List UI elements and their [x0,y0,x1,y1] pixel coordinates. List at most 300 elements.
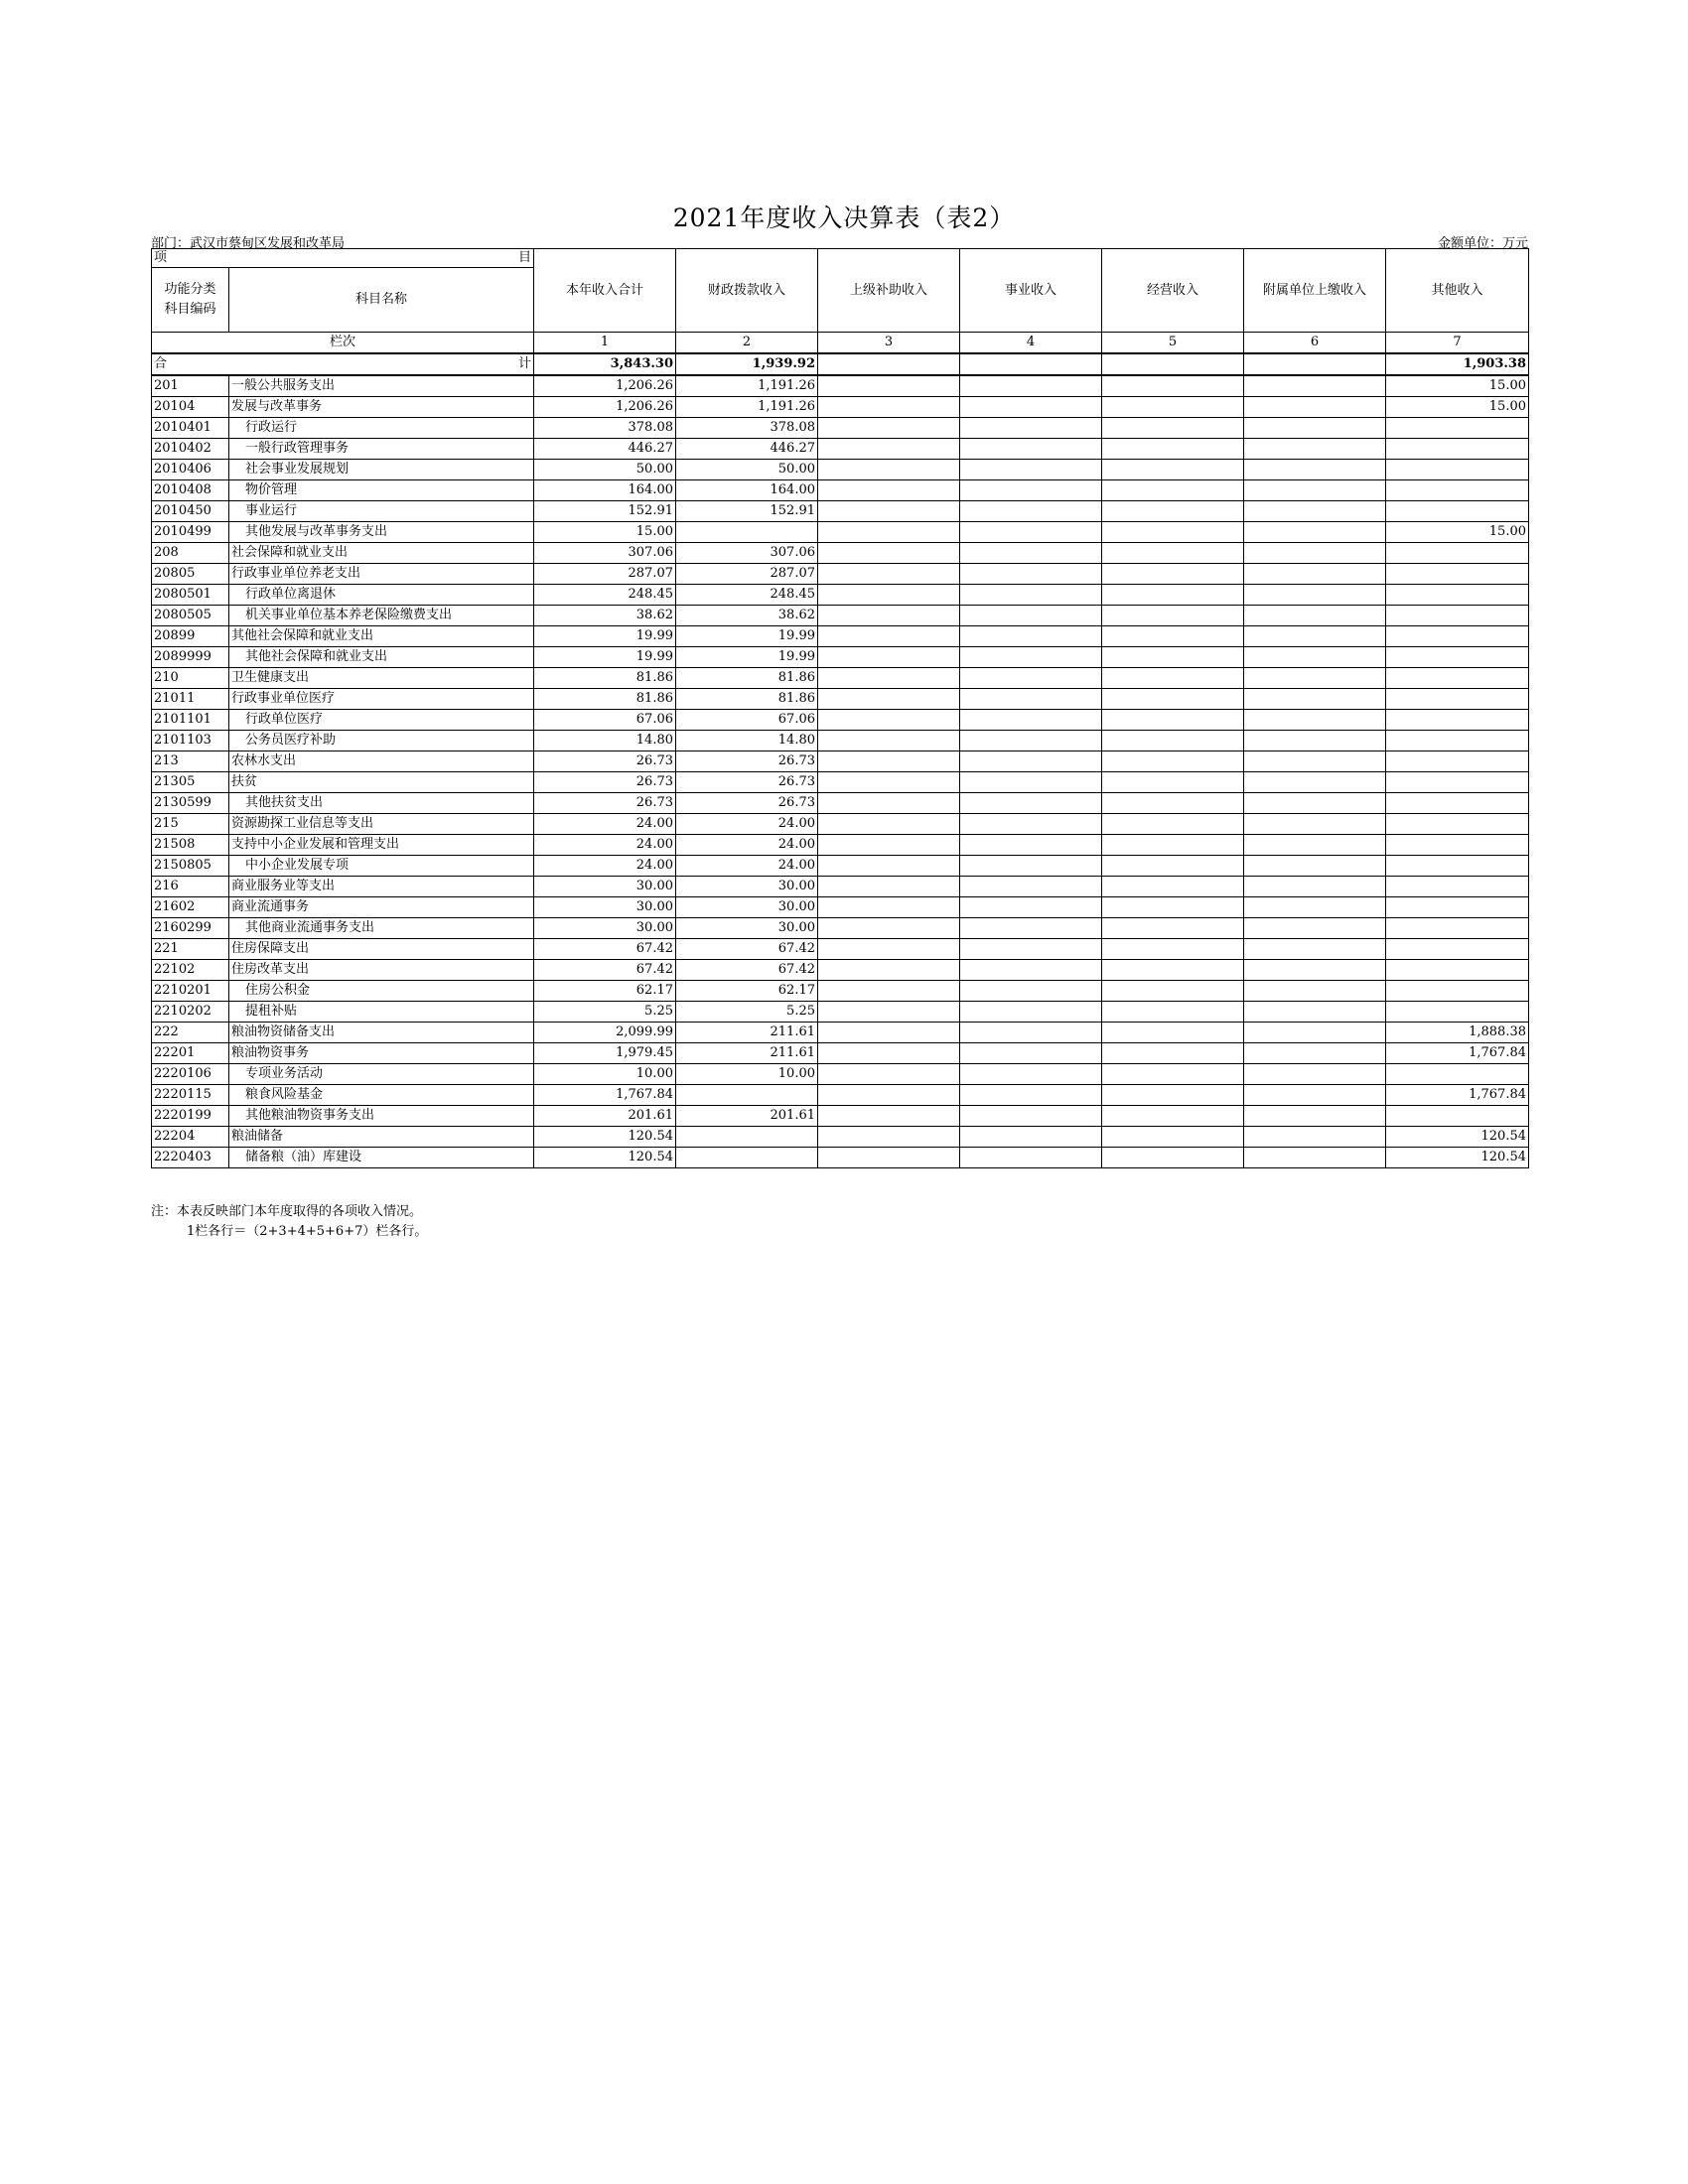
row-code: 2010499 [152,522,229,543]
row-value-col-7 [1386,960,1529,981]
row-name: 粮油物资事务 [229,1043,534,1064]
row-value-col-3 [818,626,960,647]
row-value-col-6 [1244,960,1386,981]
row-value-col-7 [1386,856,1529,877]
row-code: 201 [152,375,229,397]
col-header-2: 财政拨款收入 [676,249,818,333]
row-value-col-5 [1102,1002,1244,1023]
row-value-col-7: 1,767.84 [1386,1085,1529,1106]
row-value-col-4 [960,1002,1102,1023]
row-value-col-5 [1102,522,1244,543]
row-value-col-7 [1386,689,1529,710]
row-code: 21305 [152,772,229,793]
row-value-col-3 [818,501,960,522]
total-row [152,353,1529,375]
row-value-col-4 [960,793,1102,814]
row-value-col-2: 307.06 [676,543,818,564]
mu-label: 目 [517,250,531,265]
row-code: 2101101 [152,710,229,731]
row-value-col-5 [1102,835,1244,856]
row-value-col-3 [818,981,960,1002]
row-value-col-5 [1102,731,1244,751]
row-value-col-7 [1386,668,1529,689]
unit-label: 金额单位：万元 [1437,236,1528,251]
row-value-col-2 [676,1085,818,1106]
table-row [152,1002,1529,1023]
total-label-left: 合 [154,356,168,371]
header-row-xiangmu [152,249,1529,268]
row-value-col-2: 30.00 [676,877,818,897]
row-code: 210 [152,668,229,689]
col-header-7: 其他收入 [1386,249,1529,333]
row-value-col-7 [1386,626,1529,647]
code-header [152,268,229,333]
row-value-col-1: 287.07 [534,564,676,585]
row-value-col-2: 67.06 [676,710,818,731]
table-row [152,668,1529,689]
row-value-col-1: 248.45 [534,585,676,606]
row-code: 2089999 [152,647,229,668]
row-code: 22102 [152,960,229,981]
row-value-col-3 [818,439,960,460]
row-value-col-4 [960,1023,1102,1043]
row-value-col-1: 50.00 [534,460,676,480]
row-value-col-1: 81.86 [534,668,676,689]
row-code: 20104 [152,397,229,418]
row-value-col-4 [960,606,1102,626]
row-value-col-4 [960,918,1102,939]
table-row [152,1148,1529,1168]
row-value-col-1: 26.73 [534,751,676,772]
row-value-col-5 [1102,375,1244,397]
row-code: 215 [152,814,229,835]
total-value-5 [1102,353,1244,375]
row-code: 2010450 [152,501,229,522]
row-value-col-6 [1244,626,1386,647]
row-value-col-2: 26.73 [676,793,818,814]
code-header-line1: 功能分类 [164,282,216,297]
row-value-col-2: 1,191.26 [676,397,818,418]
row-value-col-3 [818,1002,960,1023]
row-value-col-1: 30.00 [534,897,676,918]
row-value-col-3 [818,397,960,418]
row-value-col-7 [1386,981,1529,1002]
row-value-col-6 [1244,460,1386,480]
row-value-col-1: 164.00 [534,480,676,501]
row-value-col-1: 67.42 [534,939,676,960]
row-value-col-7 [1386,918,1529,939]
row-value-col-2: 19.99 [676,647,818,668]
row-value-col-4 [960,751,1102,772]
row-value-col-6 [1244,375,1386,397]
row-value-col-5 [1102,772,1244,793]
row-value-col-2: 50.00 [676,460,818,480]
row-code: 22204 [152,1127,229,1148]
row-value-col-4 [960,897,1102,918]
row-value-col-6 [1244,939,1386,960]
row-value-col-1: 1,206.26 [534,375,676,397]
row-value-col-3 [818,751,960,772]
row-value-col-6 [1244,731,1386,751]
row-value-col-4 [960,501,1102,522]
row-value-col-1: 201.61 [534,1106,676,1127]
row-value-col-7 [1386,1106,1529,1127]
row-value-col-2: 30.00 [676,897,818,918]
row-value-col-2: 67.42 [676,939,818,960]
row-code: 2010406 [152,460,229,480]
row-name: 其他扶贫支出 [229,793,534,814]
row-value-col-5 [1102,480,1244,501]
row-value-col-1: 1,206.26 [534,397,676,418]
row-value-col-2: 24.00 [676,835,818,856]
table-row [152,460,1529,480]
table-row [152,626,1529,647]
total-value-4 [960,353,1102,375]
row-code: 208 [152,543,229,564]
row-value-col-3 [818,960,960,981]
row-value-col-3 [818,585,960,606]
row-name: 中小企业发展专项 [229,856,534,877]
row-name: 行政事业单位医疗 [229,689,534,710]
row-name: 其他粮油物资事务支出 [229,1106,534,1127]
row-value-col-2: 201.61 [676,1106,818,1127]
total-value-1: 3,843.30 [534,353,676,375]
name-header: 科目名称 [229,268,534,333]
row-value-col-3 [818,918,960,939]
row-name: 其他商业流通事务支出 [229,918,534,939]
row-value-col-7: 1,767.84 [1386,1043,1529,1064]
row-name: 一般行政管理事务 [229,439,534,460]
row-value-col-4 [960,1127,1102,1148]
row-value-col-2: 24.00 [676,814,818,835]
table-row [152,897,1529,918]
table-row [152,522,1529,543]
row-value-col-3 [818,1085,960,1106]
row-value-col-5 [1102,1064,1244,1085]
row-value-col-2: 19.99 [676,626,818,647]
row-value-col-5 [1102,606,1244,626]
row-value-col-2: 26.73 [676,751,818,772]
row-name: 一般公共服务支出 [229,375,534,397]
row-value-col-1: 15.00 [534,522,676,543]
row-name: 物价管理 [229,480,534,501]
row-value-col-5 [1102,793,1244,814]
row-value-col-5 [1102,1023,1244,1043]
row-value-col-6 [1244,585,1386,606]
row-value-col-6 [1244,564,1386,585]
note-line-2: 1栏各行＝（2+3+4+5+6+7）栏各行。 [187,1224,428,1239]
row-value-col-1: 14.80 [534,731,676,751]
row-value-col-3 [818,793,960,814]
row-value-col-2: 26.73 [676,772,818,793]
row-code: 2130599 [152,793,229,814]
col-header-1: 本年收入合计 [534,249,676,333]
row-value-col-1: 67.06 [534,710,676,731]
row-name: 公务员医疗补助 [229,731,534,751]
row-value-col-4 [960,439,1102,460]
row-value-col-4 [960,877,1102,897]
row-value-col-4 [960,375,1102,397]
notes [151,1202,427,1242]
row-value-col-3 [818,939,960,960]
row-value-col-6 [1244,981,1386,1002]
col-number-2: 2 [676,333,818,354]
row-value-col-6 [1244,397,1386,418]
row-value-col-1: 5.25 [534,1002,676,1023]
row-value-col-4 [960,772,1102,793]
row-value-col-7 [1386,501,1529,522]
row-code: 2010401 [152,418,229,439]
row-name: 粮油物资储备支出 [229,1023,534,1043]
row-value-col-7 [1386,564,1529,585]
row-value-col-5 [1102,647,1244,668]
col-number-5: 5 [1102,333,1244,354]
row-value-col-2: 446.27 [676,439,818,460]
row-value-col-3 [818,710,960,731]
table-row [152,751,1529,772]
row-value-col-6 [1244,522,1386,543]
row-value-col-2: 164.00 [676,480,818,501]
row-value-col-5 [1102,439,1244,460]
table-row [152,1127,1529,1148]
row-value-col-3 [818,689,960,710]
row-value-col-1: 120.54 [534,1127,676,1148]
row-name: 社会保障和就业支出 [229,543,534,564]
row-value-col-5 [1102,939,1244,960]
table-row [152,585,1529,606]
row-value-col-4 [960,710,1102,731]
row-value-col-6 [1244,793,1386,814]
row-code: 2210202 [152,1002,229,1023]
row-value-col-3 [818,606,960,626]
row-value-col-4 [960,543,1102,564]
row-value-col-7 [1386,710,1529,731]
row-value-col-5 [1102,501,1244,522]
row-value-col-3 [818,1043,960,1064]
row-value-col-3 [818,647,960,668]
col-number-1: 1 [534,333,676,354]
row-code: 2010408 [152,480,229,501]
row-code: 22201 [152,1043,229,1064]
row-value-col-7: 1,888.38 [1386,1023,1529,1043]
row-value-col-3 [818,460,960,480]
row-value-col-7 [1386,1002,1529,1023]
row-value-col-7 [1386,793,1529,814]
row-value-col-1: 62.17 [534,981,676,1002]
row-value-col-7 [1386,439,1529,460]
row-value-col-3 [818,731,960,751]
row-value-col-4 [960,460,1102,480]
row-value-col-5 [1102,1148,1244,1168]
row-value-col-5 [1102,1106,1244,1127]
row-value-col-7 [1386,835,1529,856]
row-value-col-1: 38.62 [534,606,676,626]
row-value-col-1: 30.00 [534,877,676,897]
table-row [152,939,1529,960]
table-row [152,814,1529,835]
row-name: 粮食风险基金 [229,1085,534,1106]
row-value-col-3 [818,418,960,439]
row-name: 住房保障支出 [229,939,534,960]
row-code: 2080501 [152,585,229,606]
table-row [152,439,1529,460]
row-value-col-6 [1244,1023,1386,1043]
row-value-col-7: 120.54 [1386,1148,1529,1168]
table-row [152,647,1529,668]
department-label: 部门：武汉市蔡甸区发展和改革局 [151,236,346,251]
row-value-col-2: 38.62 [676,606,818,626]
row-value-col-7 [1386,606,1529,626]
row-value-col-4 [960,939,1102,960]
row-value-col-3 [818,480,960,501]
row-value-col-4 [960,522,1102,543]
col-number-7: 7 [1386,333,1529,354]
row-value-col-2: 67.42 [676,960,818,981]
row-value-col-5 [1102,856,1244,877]
row-value-col-3 [818,856,960,877]
table-row [152,1085,1529,1106]
table-row [152,1043,1529,1064]
row-value-col-2 [676,1148,818,1168]
table-row [152,501,1529,522]
row-value-col-6 [1244,751,1386,772]
row-value-col-4 [960,1148,1102,1168]
table-row [152,710,1529,731]
row-value-col-5 [1102,877,1244,897]
row-value-col-5 [1102,418,1244,439]
row-name: 专项业务活动 [229,1064,534,1085]
row-code: 2220199 [152,1106,229,1127]
row-value-col-5 [1102,1085,1244,1106]
row-value-col-6 [1244,1106,1386,1127]
total-label-right: 计 [517,356,531,371]
row-value-col-1: 81.86 [534,689,676,710]
row-name: 农林水支出 [229,751,534,772]
row-value-col-5 [1102,397,1244,418]
row-value-col-3 [818,835,960,856]
row-value-col-7 [1386,897,1529,918]
row-value-col-4 [960,689,1102,710]
row-value-col-5 [1102,626,1244,647]
row-value-col-2: 248.45 [676,585,818,606]
row-value-col-7 [1386,731,1529,751]
row-value-col-7 [1386,585,1529,606]
row-value-col-6 [1244,480,1386,501]
row-value-col-7 [1386,647,1529,668]
row-value-col-1: 24.00 [534,814,676,835]
row-value-col-1: 24.00 [534,835,676,856]
row-code: 21508 [152,835,229,856]
row-code: 20805 [152,564,229,585]
row-value-col-6 [1244,772,1386,793]
xiang-label: 项 [154,250,168,265]
row-value-col-6 [1244,856,1386,877]
row-value-col-7 [1386,877,1529,897]
row-name: 资源勘探工业信息等支出 [229,814,534,835]
table-row [152,877,1529,897]
table-row [152,397,1529,418]
row-value-col-3 [818,543,960,564]
row-value-col-7: 15.00 [1386,522,1529,543]
total-value-3 [818,353,960,375]
row-value-col-1: 1,979.45 [534,1043,676,1064]
row-value-col-3 [818,668,960,689]
row-value-col-2: 24.00 [676,856,818,877]
note-line-1: 注：本表反映部门本年度取得的各项收入情况。 [151,1204,423,1219]
col-header-4: 事业收入 [960,249,1102,333]
row-name: 扶贫 [229,772,534,793]
row-value-col-7 [1386,751,1529,772]
lanci-label: 栏次 [152,333,534,354]
row-value-col-5 [1102,1043,1244,1064]
row-code: 221 [152,939,229,960]
row-value-col-6 [1244,897,1386,918]
table-row [152,606,1529,626]
row-value-col-2: 287.07 [676,564,818,585]
table-row [152,918,1529,939]
col-header-6: 附属单位上缴收入 [1244,249,1386,333]
table-row [152,689,1529,710]
row-value-col-1: 19.99 [534,647,676,668]
row-value-col-6 [1244,418,1386,439]
total-value-7: 1,903.38 [1386,353,1529,375]
row-code: 2101103 [152,731,229,751]
row-value-col-3 [818,564,960,585]
row-value-col-2 [676,1127,818,1148]
row-value-col-4 [960,1064,1102,1085]
row-value-col-3 [818,1148,960,1168]
col-header-5: 经营收入 [1102,249,1244,333]
row-value-col-5 [1102,918,1244,939]
row-value-col-7: 15.00 [1386,397,1529,418]
row-value-col-7 [1386,418,1529,439]
row-value-col-5 [1102,1127,1244,1148]
row-value-col-7 [1386,939,1529,960]
row-value-col-3 [818,814,960,835]
row-value-col-1: 307.06 [534,543,676,564]
row-value-col-1: 120.54 [534,1148,676,1168]
row-value-col-1: 30.00 [534,918,676,939]
row-value-col-6 [1244,606,1386,626]
income-table [151,248,1529,1168]
row-value-col-2: 211.61 [676,1023,818,1043]
row-value-col-3 [818,522,960,543]
row-code: 21011 [152,689,229,710]
row-name: 卫生健康支出 [229,668,534,689]
row-name: 提租补贴 [229,1002,534,1023]
row-code: 2220106 [152,1064,229,1085]
row-value-col-1: 152.91 [534,501,676,522]
row-value-col-7 [1386,1064,1529,1085]
col-number-6: 6 [1244,333,1386,354]
row-value-col-4 [960,626,1102,647]
row-code: 2220115 [152,1085,229,1106]
row-value-col-5 [1102,981,1244,1002]
row-value-col-3 [818,897,960,918]
row-name: 住房公积金 [229,981,534,1002]
table-row [152,772,1529,793]
row-code: 222 [152,1023,229,1043]
table-row [152,543,1529,564]
row-code: 2210201 [152,981,229,1002]
report-title: 2021年度收入决算表（表2） [672,204,1016,232]
total-value-2: 1,939.92 [676,353,818,375]
row-value-col-5 [1102,668,1244,689]
row-code: 2160299 [152,918,229,939]
row-value-col-1: 1,767.84 [534,1085,676,1106]
row-value-col-4 [960,814,1102,835]
row-value-col-4 [960,668,1102,689]
